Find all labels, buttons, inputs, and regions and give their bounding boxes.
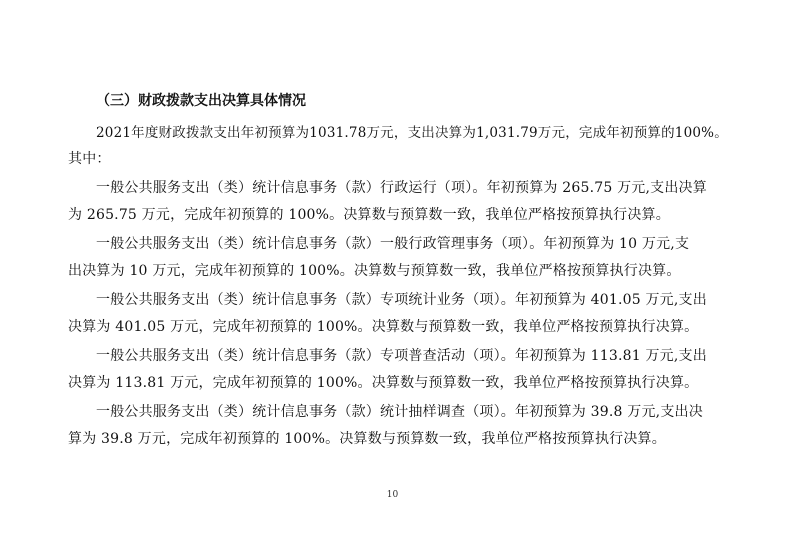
item-2-line-2: 出决算为 10 万元，完成年初预算的 100%。决算数与预算数一致，我单位严格按预算执行决算。 bbox=[68, 263, 681, 279]
intro-line-1: 2021年度财政拨款支出年初预算为1031.78万元，支出决算为1,031.79万元，完成年初预算的100%。 bbox=[96, 125, 728, 141]
item-1-line-1: 一般公共服务支出（类）统计信息事务（款）行政运行（项）。年初预算为 265.75 万元,支出决算 bbox=[96, 180, 707, 196]
item-2-line-1: 一般公共服务支出（类）统计信息事务（款）一般行政管理事务（项）。年初预算为 10 万元,支 bbox=[96, 236, 690, 252]
item-4-line-2: 决算为 113.81 万元，完成年初预算的 100%。决算数与预算数一致，我单位严格按预算执行决算。 bbox=[68, 375, 699, 391]
page-number: 10 bbox=[386, 490, 399, 500]
item-3-line-2: 决算为 401.05 万元，完成年初预算的 100%。决算数与预算数一致，我单位严格按预算执行决算。 bbox=[68, 319, 699, 335]
section-heading: （三）财政拨款支出决算具体情况 bbox=[96, 93, 306, 109]
item-1-line-2: 为 265.75 万元，完成年初预算的 100%。决算数与预算数一致，我单位严格按预算执行决算。 bbox=[68, 207, 670, 223]
item-5-line-2: 算为 39.8 万元，完成年初预算的 100%。决算数与预算数一致，我单位严格按预算执行决算。 bbox=[68, 431, 666, 447]
intro-line-2: 其中： bbox=[68, 151, 111, 167]
item-3-line-1: 一般公共服务支出（类）统计信息事务（款）专项统计业务（项）。年初预算为 401.05 万元,支出 bbox=[96, 292, 707, 308]
item-5-line-1: 一般公共服务支出（类）统计信息事务（款）统计抽样调查（项）。年初预算为 39.8 万元,支出决 bbox=[96, 404, 703, 420]
item-4-line-1: 一般公共服务支出（类）统计信息事务（款）专项普查活动（项）。年初预算为 113.81 万元,支出 bbox=[96, 348, 707, 364]
